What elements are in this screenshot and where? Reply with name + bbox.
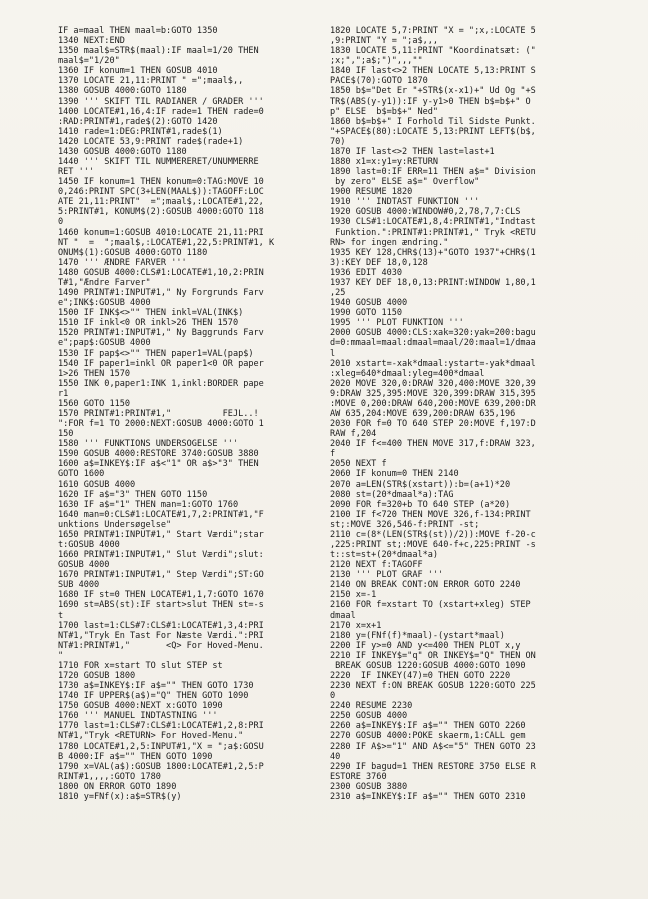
code-line: p" ELSE b$=b$+" Ned" xyxy=(330,106,439,117)
code-line: 1500 IF INK$<>"" THEN inkl=VAL(INK$) xyxy=(58,308,244,319)
code-line: 1590 GOSUB 4000:RESTORE 3740:GOSUB 3880 xyxy=(58,449,259,460)
code-line: 1450 IF konum=1 THEN konum=0:TAG:MOVE 10 xyxy=(58,177,264,188)
code-line: 1840 IF last<>2 THEN LOCATE 5,13:PRINT S xyxy=(330,66,536,77)
code-line: 1600 a$=INKEY$:IF a$<"1" OR a$>"3" THEN xyxy=(58,459,259,470)
code-line: 1936 EDIT 4030 xyxy=(330,267,403,278)
code-line: 1480 GOSUB 4000:CLS#1:LOCATE#1,10,2:PRIN xyxy=(58,267,264,278)
code-line: 2180 y=(FNf(f)*maal)-(ystart*maal) xyxy=(330,630,505,641)
code-line: unktions Undersøgelse" xyxy=(58,519,172,530)
code-line: 1937 KEY DEF 18,0,13:PRINT:WINDOW 1,80,1 xyxy=(330,277,536,288)
code-line: 1650 PRINT#1:INPUT#1," Start Værdi";star xyxy=(58,529,264,540)
code-line: r1 xyxy=(58,388,69,399)
code-line: 1790 x=VAL(a$):GOSUB 1800:LOCATE#1,2,5:P xyxy=(58,761,264,772)
code-line: ONUM$(1):GOSUB 4000:GOTO 1180 xyxy=(58,247,208,258)
code-line: 2080 st=(20*dmaal*a):TAG xyxy=(330,489,454,500)
code-line: 2270 GOSUB 4000:POKE skaerm,1:CALL gem xyxy=(330,731,526,742)
code-line: 1690 st=ABS(st):IF start>slut THEN st=-s xyxy=(58,600,264,611)
code-line: NT#1,"Tryk En Tast For Næste Værdi.":PRI xyxy=(58,630,264,641)
code-line: 1990 GOTO 1150 xyxy=(330,308,403,319)
code-line: 1900 RESUME 1820 xyxy=(330,187,413,198)
code-line: 3):KEY DEF 18,0,128 xyxy=(330,257,428,268)
code-line: 1995 ''' PLOT FUNKTION ''' xyxy=(330,318,464,329)
code-line: 5:PRINT#1, KONUM$(2):GOSUB 4000:GOTO 118 xyxy=(58,207,264,218)
code-line: 40 xyxy=(330,751,341,762)
code-line: 1640 man=0:CLS#1:LOCATE#1,7,2:PRINT#1,"F xyxy=(58,509,264,520)
code-line: 1800 ON ERROR GOTO 1890 xyxy=(58,781,177,792)
code-line: 1410 rade=1:DEG:PRINT#1,rade$(1) xyxy=(58,126,223,137)
code-line: 2090 FOR f=320+b TO 640 STEP (a*20) xyxy=(330,499,511,510)
code-line: 1440 ''' SKIFT TIL NUMMERERET/UNUMMERRE xyxy=(58,157,259,168)
code-line: 1340 NEXT:END xyxy=(58,36,125,47)
listing-right-column xyxy=(330,26,610,802)
code-line: 2160 FOR f=xstart TO (xstart+xleg) STEP xyxy=(330,600,531,611)
code-line: 2150 x=-1 xyxy=(330,590,377,601)
code-line: NT " = ";maal$,:LOCATE#1,22,5:PRINT#1, K xyxy=(58,237,275,248)
code-line: ,9:PRINT "Y = ";a$,,, xyxy=(330,36,439,47)
code-line: 1390 ''' SKIFT TIL RADIANER / GRADER ''' xyxy=(58,96,264,107)
code-line: 1350 maal$=STR$(maal):IF maal=1/20 THEN xyxy=(58,46,259,57)
code-line: 2250 GOSUB 4000 xyxy=(330,711,408,722)
code-line: 1850 b$="Det Er "+STR$(x-x1)+" Ud Og "+S xyxy=(330,86,536,97)
code-line: :MOVE 0,200:DRAW 640,200:MOVE 639,200:DR xyxy=(330,398,536,409)
code-line: 2290 IF bagud=1 THEN RESTORE 3750 ELSE R xyxy=(330,761,536,772)
code-line: 1610 GOSUB 4000 xyxy=(58,479,136,490)
code-line: 1520 PRINT#1:INPUT#1," Ny Baggrunds Farv xyxy=(58,328,264,339)
code-line: RET ''' xyxy=(58,167,95,178)
code-line: 2310 a$=INKEY$:IF a$="" THEN GOTO 2310 xyxy=(330,791,526,802)
code-line: 1720 GOSUB 1800 xyxy=(58,671,136,681)
code-line: 1550 INK 0,paper1:INK 1,inkl:BORDER pape xyxy=(58,378,264,389)
code-line: RINT#1,,,,:GOTO 1780 xyxy=(58,771,161,782)
code-line: 1580 ''' FUNKTIONS UNDERSOGELSE ''' xyxy=(58,439,239,450)
code-line: 1750 GOSUB 4000:NEXT x:GOTO 1090 xyxy=(58,701,223,712)
code-line: 2280 IF A$>="1" AND A$<="5" THEN GOTO 23 xyxy=(330,741,536,752)
code-line: 1370 LOCATE 21,11:PRINT " =";maal$,, xyxy=(58,76,244,87)
listing-left-column xyxy=(58,26,320,802)
code-line: NT#1,"Tryk <RETURN> For Hoved-Menu." xyxy=(58,731,244,742)
code-line: dmaal xyxy=(330,610,356,621)
code-line: 1560 GOTO 1150 xyxy=(58,398,131,409)
code-line: 1670 PRINT#1:INPUT#1," Step Værdi";ST:GO xyxy=(58,570,264,581)
code-line: AW 635,204:MOVE 639,200:DRAW 635,196 xyxy=(330,408,516,419)
code-line: ESTORE 3760 xyxy=(330,771,387,782)
code-line: 2070 a=LEN(STR$(xstart)):b=(a+1)*20 xyxy=(330,479,511,490)
code-line: e";pap$:GOSUB 4000 xyxy=(58,338,151,349)
code-line: T#1,"Ændre Farver" xyxy=(58,277,151,288)
code-line: 1470 ''' ÆNDRE FARVER ''' xyxy=(58,257,187,268)
code-line: 1510 IF inkl<0 OR inkl>26 THEN 1570 xyxy=(58,318,239,329)
code-line: 2130 ''' PLOT GRAF ''' xyxy=(330,570,444,581)
code-line: 1760 ''' MANUEL INDTASTNING ''' xyxy=(58,711,218,722)
code-line: SUB 4000 xyxy=(58,580,100,591)
code-line: 2220 IF INKEY(47)=0 THEN GOTO 2220 xyxy=(330,671,511,681)
code-line: 1830 LOCATE 5,11:PRINT "Koordinatsæt: (" xyxy=(330,46,536,57)
code-line: ;x;",";a$;")",,,"" xyxy=(330,56,423,67)
code-line: f xyxy=(330,449,336,460)
code-line: 1460 konum=1:GOSUB 4010:LOCATE 21,11:PRI xyxy=(58,227,264,238)
code-line: BREAK GOSUB 1220:GOSUB 4000:GOTO 1090 xyxy=(330,660,526,671)
code-line: 0,246:PRINT SPC(3+LEN(MAAL$)):TAGOFF:LOC xyxy=(58,187,264,198)
code-line: ":FOR f=1 TO 2000:NEXT:GOSUB 4000:GOTO 1 xyxy=(58,419,264,430)
code-line: t:GOSUB 4000 xyxy=(58,539,120,550)
code-line: PACE$(70):GOTO 1870 xyxy=(330,76,428,87)
code-line: 1380 GOSUB 4000:GOTO 1180 xyxy=(58,86,187,97)
code-line: 1660 PRINT#1:INPUT#1," Slut Værdi";slut: xyxy=(58,550,264,561)
code-line: 1810 y=FNf(x):a$=STR$(y) xyxy=(58,791,182,802)
code-line: 1880 x1=x:y1=y:RETURN xyxy=(330,157,439,168)
code-line: 2010 xstart=-xak*dmaal:ystart=-yak*dmaal xyxy=(330,358,536,369)
code-line: d=0:mmaal=maal:dmaal=maal/20:maal=1/dmaa xyxy=(330,338,536,349)
code-line: TR$(ABS(y-y1)):IF y-y1>0 THEN b$=b$+" O xyxy=(330,96,531,107)
code-line: 1770 last=1:CLS#7:CLS#1:LOCATE#1,2,8:PRI xyxy=(58,721,264,732)
code-line: 1930 CLS#1:LOCATE#1,8,4:PRINT#1,"Indtast xyxy=(330,217,536,228)
code-line: 1935 KEY 128,CHR$(13)+"GOTO 1937"+CHR$(1 xyxy=(330,247,536,258)
code-line: 2210 IF INKEY$="q" OR INKEY$="Q" THEN ON xyxy=(330,650,536,661)
code-line: 2300 GOSUB 3880 xyxy=(330,781,408,792)
code-line: "+SPACE$(80):LOCATE 5,13:PRINT LEFT$(b$, xyxy=(330,126,536,137)
code-line: ATE 21,11:PRINT" =";maal$,:LOCATE#1,22, xyxy=(58,197,264,208)
code-line: IF a=maal THEN maal=b:GOTO 1350 xyxy=(58,26,218,36)
code-line: 0 xyxy=(58,217,64,228)
code-line: maal$="1/20" xyxy=(58,56,120,67)
code-line: 2000 GOSUB 4000:CLS:xak=320:yak=200:bagu xyxy=(330,328,536,339)
code-line: 1400 LOCATE#1,16,4:IF rade=1 THEN rade=0 xyxy=(58,106,264,117)
code-line: l xyxy=(330,348,336,359)
code-line: 1710 FOR x=start TO slut STEP st xyxy=(58,660,223,671)
code-line: 2260 a$=INKEY$:IF a$="" THEN GOTO 2260 xyxy=(330,721,526,732)
code-line: ,225:PRINT st;:MOVE 640-f+c,225:PRINT -s xyxy=(330,539,536,550)
code-line: " xyxy=(58,650,64,661)
code-line: 1530 IF pap$<>"" THEN paper1=VAL(pap$) xyxy=(58,348,254,359)
code-line: 1910 ''' INDTAST FUNKTION ''' xyxy=(330,197,480,208)
code-line: 2050 NEXT f xyxy=(330,459,387,470)
code-line: 2110 c=(8*(LEN(STR$(st))/2)):MOVE f-20-c xyxy=(330,529,536,540)
code-line: 2240 RESUME 2230 xyxy=(330,701,413,712)
code-line: 1940 GOSUB 4000 xyxy=(330,298,408,309)
code-line: 70) xyxy=(330,136,346,147)
code-line: 2200 IF y>=0 AND y<=400 THEN PLOT x,y xyxy=(330,640,521,651)
code-line: 1860 b$=b$+" I Forhold Til Sidste Punkt. xyxy=(330,116,536,127)
code-line: 1630 IF a$="1" THEN man=1:GOTO 1760 xyxy=(58,499,239,510)
code-line: 1570 PRINT#1:PRINT#1," FEJL..! xyxy=(58,408,259,419)
code-line: 2230 NEXT f:ON BREAK GOSUB 1220:GOTO 225 xyxy=(330,681,536,692)
code-line: 1540 IF paper1=inkl OR paper1<0 OR paper xyxy=(58,358,264,369)
code-line: 1820 LOCATE 5,7:PRINT "X = ";x,:LOCATE 5 xyxy=(330,26,536,36)
code-line: RAW f,204 xyxy=(330,429,377,440)
code-line: 2020 MOVE 320,0:DRAW 320,400:MOVE 320,39 xyxy=(330,378,536,389)
code-line: 9:DRAW 325,395:MOVE 320,399:DRAW 315,395 xyxy=(330,388,536,399)
code-line: 2100 IF f<720 THEN MOVE 326,f-134:PRINT xyxy=(330,509,531,520)
code-line: 1780 LOCATE#1,2,5:INPUT#1,"X = ";a$:GOSU xyxy=(58,741,264,752)
code-line: 0 xyxy=(330,691,336,702)
code-line: 1490 PRINT#1:INPUT#1," Ny Forgrunds Farv xyxy=(58,288,264,299)
code-line: 1620 IF a$="3" THEN GOTO 1150 xyxy=(58,489,208,500)
code-line: 1680 IF st=0 THEN LOCATE#1,1,7:GOTO 1670 xyxy=(58,590,264,601)
code-line: 2040 IF f<=400 THEN MOVE 317,f:DRAW 323, xyxy=(330,439,536,450)
code-line: 1730 a$=INKEY$:IF a$="" THEN GOTO 1730 xyxy=(58,681,254,692)
code-line: 150 xyxy=(58,429,74,440)
code-line: GOSUB 4000 xyxy=(58,560,110,571)
code-line: ,25 xyxy=(330,288,346,299)
code-line: Funktion.":PRINT#1:PRINT#1," Tryk <RETU xyxy=(330,227,536,238)
code-line: 2060 IF konum=0 THEN 2140 xyxy=(330,469,459,480)
code-line: 1700 last=1:CLS#7:CLS#1:LOCATE#1,3,4:PRI xyxy=(58,620,264,631)
code-line: :RAD:PRINT#1,rade$(2):GOTO 1420 xyxy=(58,116,218,127)
code-line: 2140 ON BREAK CONT:ON ERROR GOTO 2240 xyxy=(330,580,521,591)
code-line: :xleg=640*dmaal:yleg=400*dmaal xyxy=(330,368,485,379)
code-line: 1>26 THEN 1570 xyxy=(58,368,131,379)
code-line: t xyxy=(58,610,64,621)
code-line: 1890 last=0:IF ERR=11 THEN a$=" Division xyxy=(330,167,536,178)
code-line: t::st=st+(20*dmaal*a) xyxy=(330,550,439,561)
code-line: GOTO 1600 xyxy=(58,469,105,480)
code-line: 2170 x=x+1 xyxy=(330,620,382,631)
code-line: NT#1:PRINT#1," <Q> For Hoved-Menu. xyxy=(58,640,264,651)
code-line: 1360 IF konum=1 THEN GOSUB 4010 xyxy=(58,66,218,77)
code-line: 1920 GOSUB 4000:WINDOW#0,2,78,7,7:CLS xyxy=(330,207,521,218)
code-line: B 4000:IF a$="" THEN GOTO 1090 xyxy=(58,751,213,762)
code-line: 2120 NEXT f:TAGOFF xyxy=(330,560,423,571)
code-line: e";INK$:GOSUB 4000 xyxy=(58,298,151,309)
code-line: 1740 IF UPPER$(a$)="Q" THEN GOTO 1090 xyxy=(58,691,249,702)
code-line: 1430 GOSUB 4000:GOTO 1180 xyxy=(58,146,187,157)
code-line: by zero" ELSE a$=" Overflow" xyxy=(330,177,480,188)
code-line: st;:MOVE 326,546-f:PRINT -st; xyxy=(330,519,480,530)
code-line: 1420 LOCATE 53,9:PRINT rade$(rade+1) xyxy=(58,136,244,147)
code-line: 1870 IF last<>2 THEN last=last+1 xyxy=(330,146,495,157)
code-line: 2030 FOR f=0 TO 640 STEP 20:MOVE f,197:D xyxy=(330,419,536,430)
code-line: RN> for ingen ændring." xyxy=(330,237,449,248)
